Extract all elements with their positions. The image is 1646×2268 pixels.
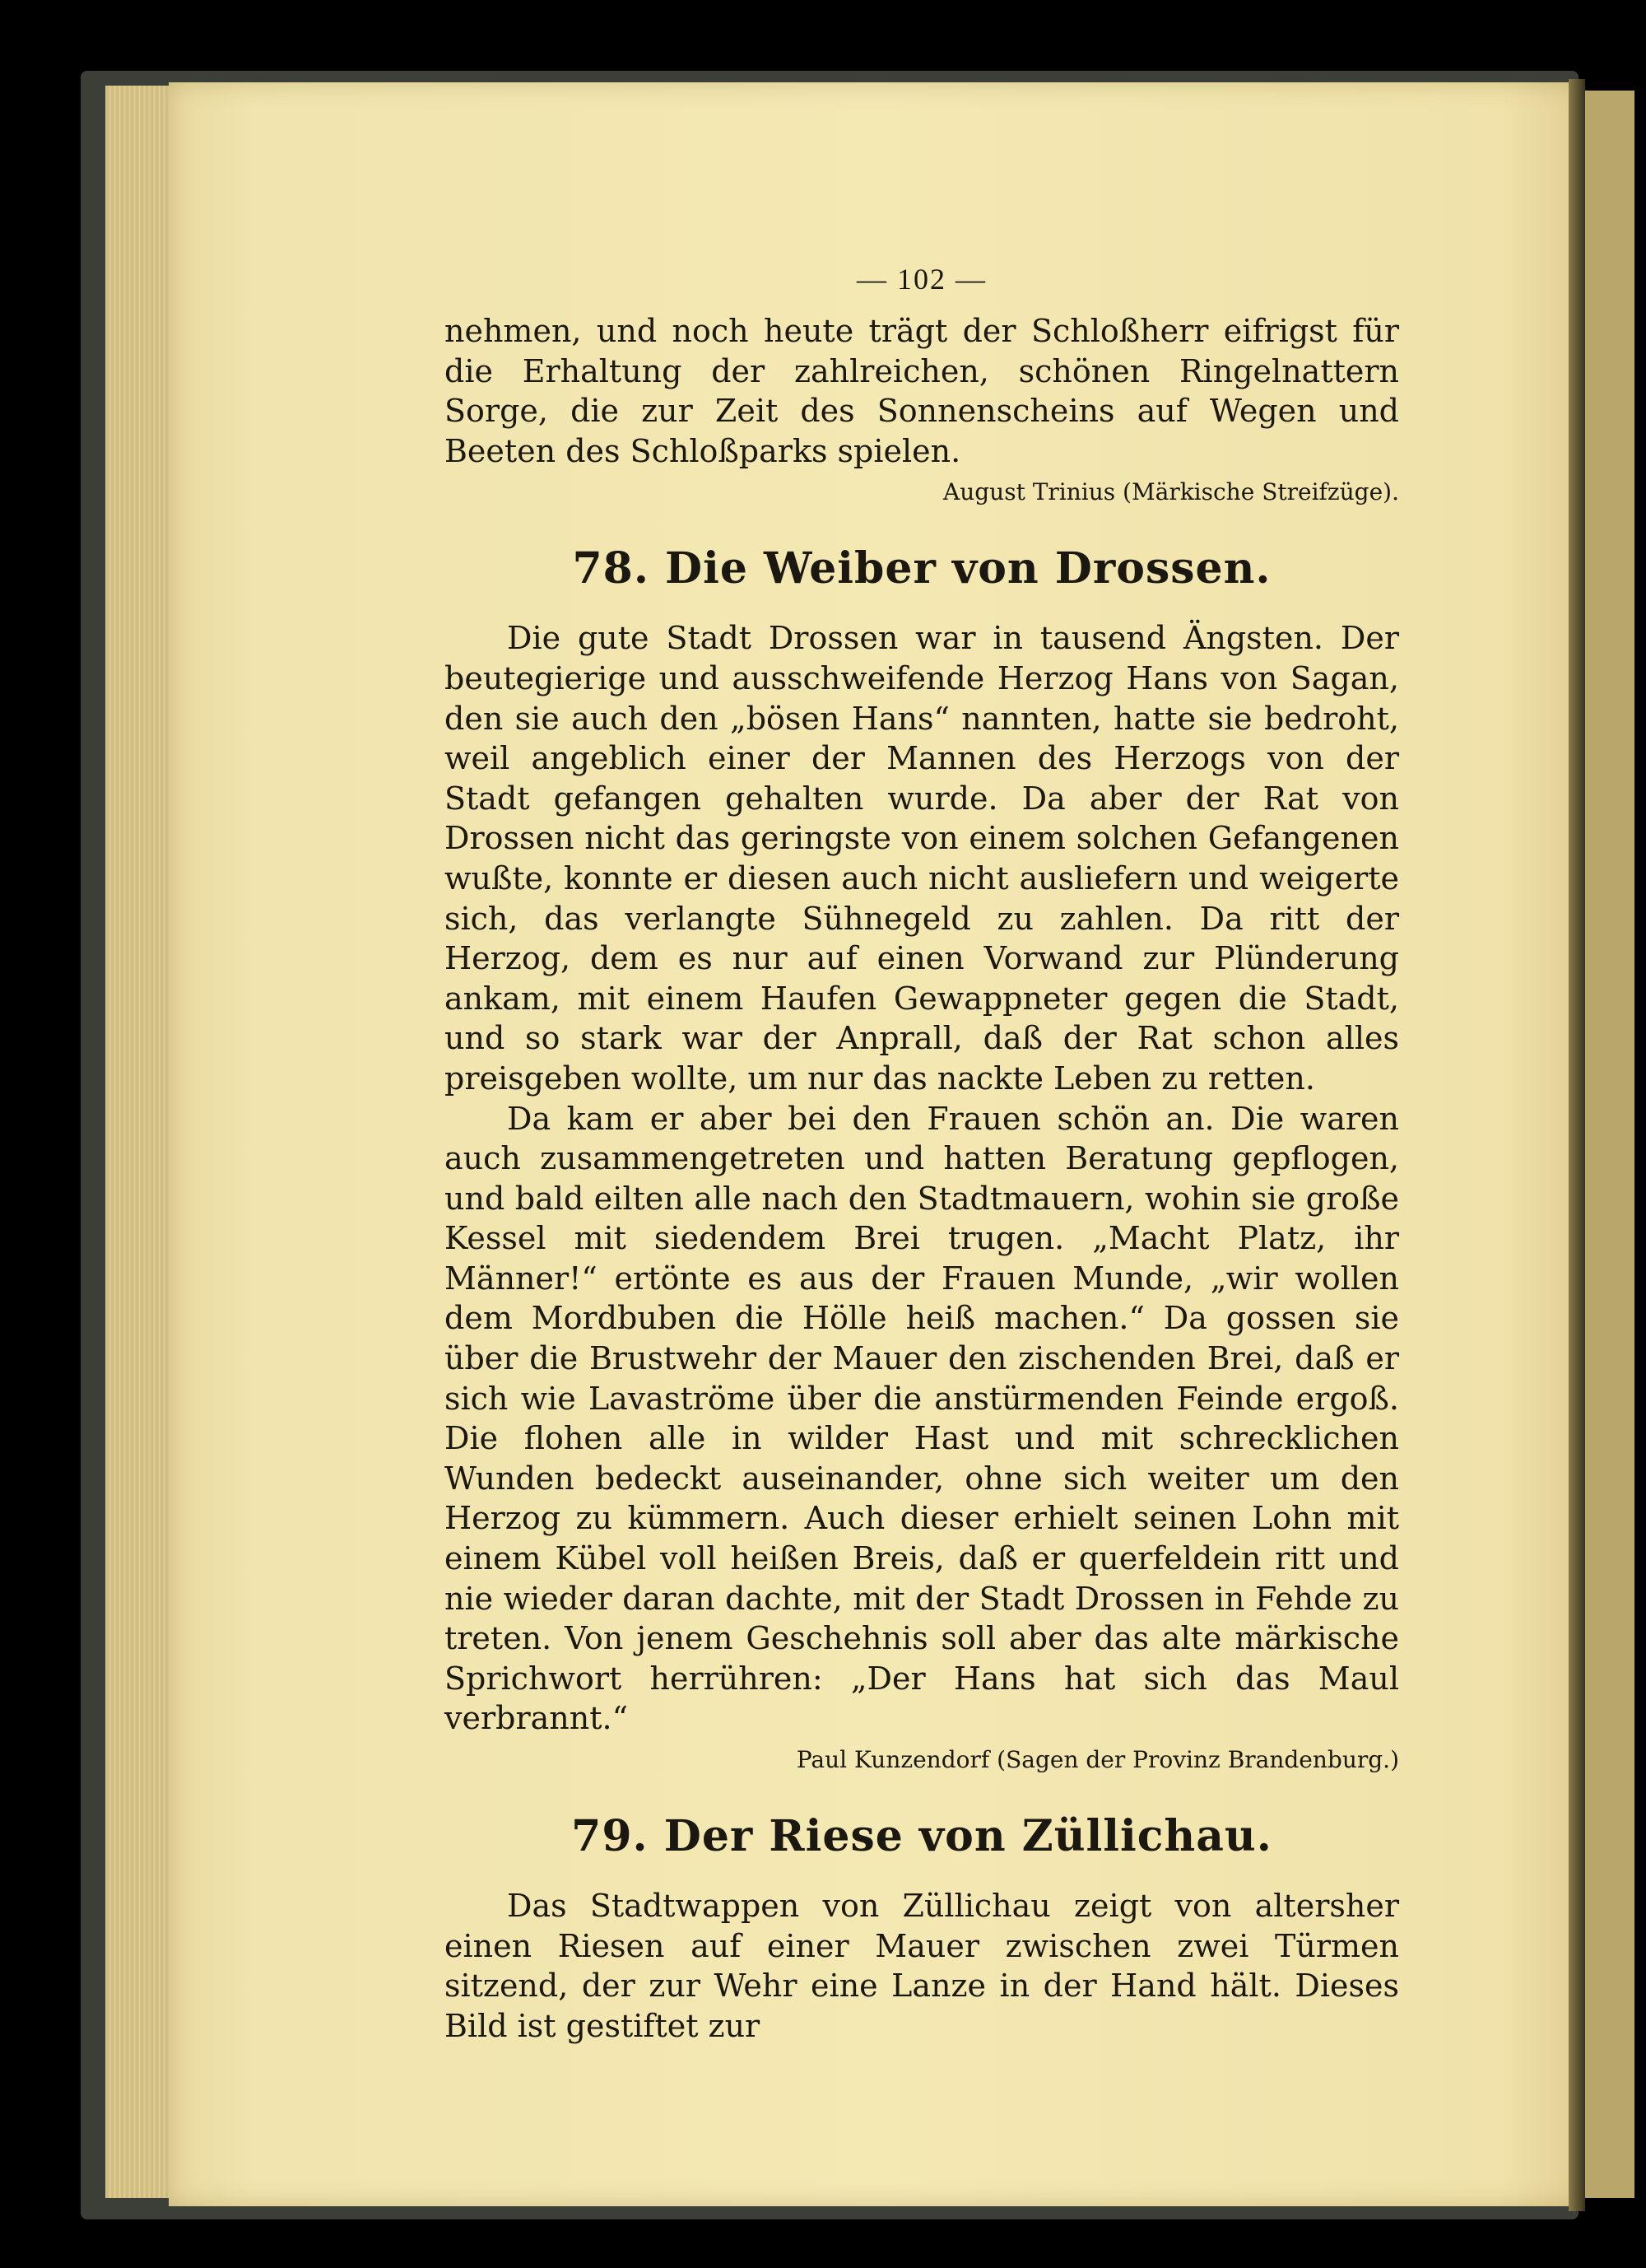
story-79 [444,1811,1399,2046]
story-78-paragraph-1: Die gute Stadt Drossen war in tausend Ängsten. Der beutegierige und ausschweifende Herzog Hans von Sagan, den sie auch den „bösen Hans“ nannten, hatte sie bedroht, weil angeblich einer der Mannen des Herzogs von der Stadt gefangen gehalten wurde. Da aber der Rat von Drossen nicht das geringste von einem solchen Gefangenen wußte, konnte er diesen auch nicht ausliefern und weigerte sich, das verlangte Sühnegeld zu zahlen. Da ritt der Herzog, dem es nur auf einen Vorwand zur Plünderung ankam, mit einem Haufen Gewappneter gegen die Stadt, und so stark war der Anprall, daß der Rat schon alles preisgeben wollte, um nur das nackte Leben zu retten. [444,620,1399,1097]
intro-paragraph: nehmen, und noch heute trägt der Schloßherr eifrigst für die Erhaltung der zahlreichen, schönen Ringelnattern Sorge, die zur Zeit des Sonnenscheins auf Wegen und Beeten des Schloßparks spielen. [444,313,1399,469]
intro-block [444,311,1399,509]
story-79-title: 79. Der Riese von Züllichau. [571,1811,1272,1861]
story-78-credit: Paul Kunzendorf (Sagen der Provinz Brandenburg.) [796,1746,1399,1773]
book-gutter [1569,79,1585,2211]
story-78 [444,543,1399,1777]
facing-page-edge [1585,91,1634,2198]
intro-credit: August Trinius (Märkische Streifzüge). [943,478,1399,506]
story-79-paragraph-1: Das Stadtwappen von Züllichau zeigt von altersher einen Riesen auf einer Mauer zwischen zwei Türmen sitzend, der zur Wehr eine Lanze in der Hand hält. Dieses Bild ist gestiftet zur [444,1888,1399,2044]
page-number: — 102 — [857,263,987,296]
story-78-title: 78. Die Weiber von Drossen. [572,543,1272,594]
page-content [444,262,1399,2046]
story-78-paragraph-2: Da kam er aber bei den Frauen schön an. Die waren auch zusammengetreten und hatten Beratung gepflogen, und bald eilten alle nach den Stadtmauern, wohin sie große Kessel mit siedendem Brei trugen. „Macht Platz, ihr Männer!“ ertönte es aus der Frauen Munde, „wir wollen dem Mordbuben die Hölle heiß machen.“ Da gossen sie über die Brustwehr der Mauer den zischenden Brei, daß er sich wie Lavaströme über die anstürmenden Feinde ergoß. Die flohen alle in wilder Hast und mit schrecklichen Wunden bedeckt auseinander, ohne sich weiter um den Herzog zu kümmern. Auch dieser erhielt seinen Lohn mit einem Kübel voll heißen Breis, daß er querfeldein ritt und nie wieder daran dachte, mit der Stadt Drossen in Fehde zu treten. Von jenem Geschehnis soll aber das alte märkische Sprichwort herrühren: „Der Hans hat sich das Maul verbrannt.“ [444,1100,1399,1737]
